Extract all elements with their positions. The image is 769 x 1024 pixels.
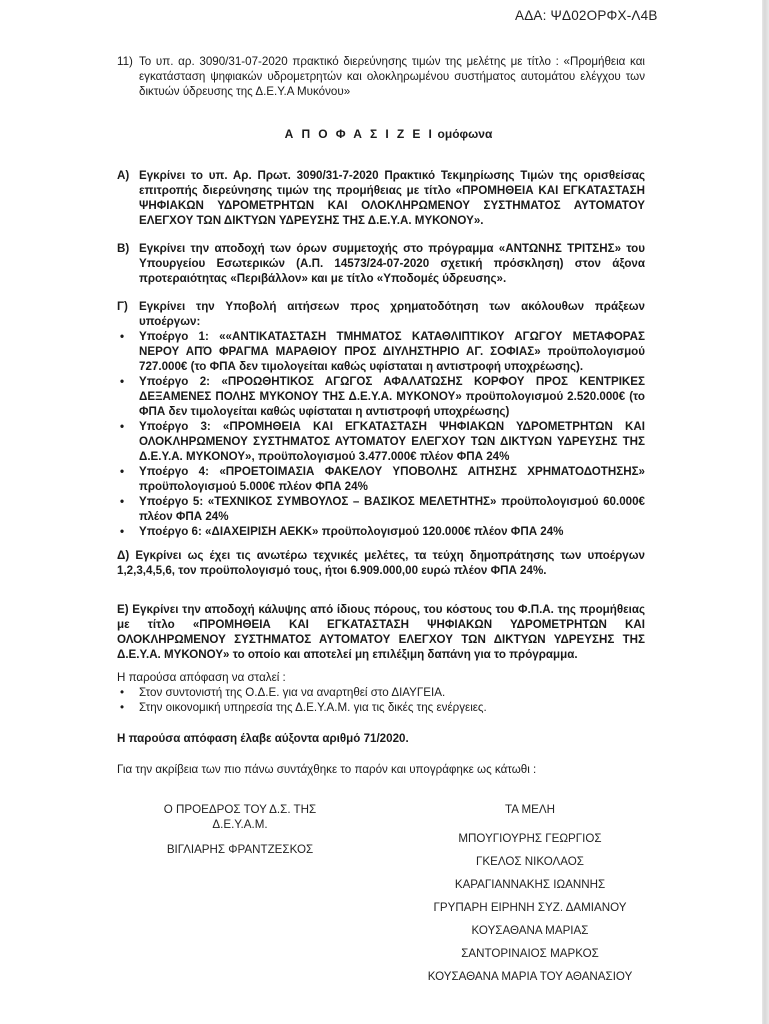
president-title-line1: Ο ΠΡΟΕΔΡΟΣ ΤΟΥ Δ.Σ. ΤΗΣ xyxy=(163,803,317,816)
distribution-item: • Στον συντονιστή της Ο.Δ.Ε. για να αναρτηθεί στο ΔΙΑΥΓΕΙΑ. xyxy=(139,685,645,700)
member-name: ΣΑΝΤΟΡΙΝΑΙΟΣ ΜΑΡΚΟΣ xyxy=(461,947,599,960)
item-11 xyxy=(117,54,645,99)
subproject-item: • Υποέργο 5: «ΤΕΧΝΙΚΟΣ ΣΥΜΒΟΥΛΟΣ – ΒΑΣΙΚΟΣ ΜΕΛΕΤΗΤΗΣ» προϋπολογισμού 60.000€ πλέον ΦΠΑ 24% xyxy=(139,494,645,524)
section-c-text: Εγκρίνει την Υποβολή αιτήσεων προς χρηματοδότηση των ακόλουθων πράξεων υποέργων: xyxy=(139,300,645,328)
ada-code: ΑΔΑ: ΨΔ02ΟΡΦΧ-Λ4Β xyxy=(515,8,658,23)
section-c-label: Γ) xyxy=(117,300,128,313)
decision-number: Η παρούσα απόφαση έλαβε αύξοντα αριθμό 71/2020. xyxy=(117,732,409,745)
section-a-text: Εγκρίνει το υπ. Αρ. Πρωτ. 3090/31-7-2020 Πρακτικό Τεκμηρίωσης Τιμών της ορισθείσας επιτροπής διερεύνησης τιμών της προμήθειας με τίτλο «ΠΡΟΜΗΘΕΙΑ ΚΑΙ ΕΓΚΑΤΑΣΤΑΣΗ ΨΗΦΙΑΚΩΝ ΥΔΡΟΜΕΤΡΗΤΩΝ ΚΑΙ ΟΛΟΚΛΗΡΩΜΕΝΟΥ ΣΥΣΤΗΜΑΤΟΣ ΑΥΤΟΜΑΤΟΥ ΕΛΕΓΧΟΥ ΤΩΝ ΔΙΚΤΥΩΝ ΥΔΡΕΥΣΗΣ ΤΗΣ Δ.Ε.Υ.Α. ΜΥΚΟΝΟΥ». xyxy=(139,169,645,227)
decision-heading-main: Α Π Ο Φ Α Σ Ι Ζ Ε Ι xyxy=(284,127,435,141)
subproject-item: • Υποέργο 1: ««ΑΝΤΙΚΑΤΑΣΤΑΣΗ ΤΜΗΜΑΤΟΣ ΚΑΤΑΘΛΙΠΤΙΚΟΥ ΑΓΩΓΟΥ ΜΕΤΑΦΟΡΑΣ ΝΕΡΟΥ ΑΠΌ ΦΡΑΓΜΑ ΜΑΡΑΘΙΟΥ ΠΡΟΣ ΔΙΥΛΗΣΤΗΡΙΟ ΑΓ. ΣΟΦΙΑΣ» προϋπολογισμού 727.000€ (το ΦΠΑ δεν τιμολογείται καθώς υφίσταται η αντιστροφή υποχρέωσης). xyxy=(139,329,645,374)
section-c xyxy=(117,299,645,329)
section-a-label: Α) xyxy=(117,169,130,182)
distribution-item: • Στην οικονομική υπηρεσία της Δ.Ε.Υ.Α.Μ. για τις δικές της ενέργειες. xyxy=(139,700,645,715)
subproject-item: • Υποέργο 6: «ΔΙΑΧΕΙΡΙΣΗ ΑΕΚΚ» προϋπολογισμού 120.000€ πλέον ΦΠΑ 24% xyxy=(139,524,645,539)
members-signature xyxy=(405,802,655,984)
member-name: ΓΡΥΠΑΡΗ ΕΙΡΗΝΗ ΣΥΖ. ΔΑΜΙΑΝΟΥ xyxy=(433,901,627,914)
section-d xyxy=(117,548,645,578)
closing-statement: Για την ακρίβεια των πιο πάνω συντάχθηκε το παρόν και υπογράφηκε ως κάτωθι : xyxy=(117,763,537,776)
member-name: ΜΠΟΥΓΙΟΥΡΗΣ ΓΕΩΡΓΙΟΣ xyxy=(458,832,602,845)
section-e-content: Εγκρίνει την αποδοχή κάλυψης από ίδιους πόρους, του κόστους του Φ.Π.Α. της προμήθειας με τίτλο «ΠΡΟΜΗΘΕΙΑ ΚΑΙ ΕΓΚΑΤΑΣΤΑΣΗ ΨΗΦΙΑΚΩΝ ΥΔΡΟΜΕΤΡΗΤΩΝ ΚΑΙ ΟΛΟΚΛΗΡΩΜΕΝΟΥ ΣΥΣΤΗΜΑΤΟΣ ΑΥΤΟΜΑΤΟΥ ΕΛΕΓΧΟΥ ΤΩΝ ΔΙΚΤΥΩΝ ΥΔΡΕΥΣΗΣ ΤΗΣ Δ.Ε.Υ.Α. ΜΥΚΟΝΟΥ» το οποίο και αποτελεί μη επιλέξιμη δαπάνη για το πρόγραμμα. xyxy=(117,603,645,661)
member-name: ΚΟΥΣΑΘΑΝΑ ΜΑΡΙΑ ΤΟΥ ΑΘΑΝΑΣΙΟΥ xyxy=(427,970,633,983)
subprojects xyxy=(117,329,645,539)
section-b-label: Β) xyxy=(117,242,130,255)
subproject-item: • Υποέργο 4: «ΠΡΟΕΤΟΙΜΑΣΙΑ ΦΑΚΕΛΟΥ ΥΠΟΒΟΛΗΣ ΑΙΤΗΣΗΣ ΧΡΗΜΑΤΟΔΟΤΗΣΗΣ» προϋπολογισμού 5.000€ πλέον ΦΠΑ 24% xyxy=(139,464,645,494)
section-e-label: Ε) xyxy=(117,603,129,616)
item-11-number: 11) xyxy=(117,55,133,68)
president-title-line2: Δ.Ε.Υ.Α.Μ. xyxy=(212,818,268,831)
section-e-text xyxy=(117,602,645,662)
page-edge xyxy=(762,0,769,1024)
decision-heading xyxy=(0,127,769,141)
section-c-body xyxy=(139,299,645,329)
subproject-list xyxy=(117,329,645,539)
subproject-item: • Υποέργο 3: «ΠΡΟΜΗΘΕΙΑ ΚΑΙ ΕΓΚΑΤΑΣΤΑΣΗ ΨΗΦΙΑΚΩΝ ΥΔΡΟΜΕΤΡΗΤΩΝ ΚΑΙ ΟΛΟΚΛΗΡΩΜΕΝΟΥ ΣΥΣΤΗΜΑΤΟΣ ΑΥΤΟΜΑΤΟΥ ΕΛΕΓΧΟΥ ΤΩΝ ΔΙΚΤΥΩΝ ΥΔΡΕΥΣΗΣ ΤΗΣ Δ.Ε.Υ.Α. ΜΥΚΟΝΟΥ», προϋπολογισμού 3.477.000€ πλέον ΦΠΑ 24% xyxy=(139,419,645,464)
president-name: ΒΙΓΛΙΑΡΗΣ ΦΡΑΝΤΖΕΣΚΟΣ xyxy=(166,843,314,856)
member-name: ΚΟΥΣΑΘΑΝΑ ΜΑΡΙΑΣ xyxy=(471,924,589,937)
section-e xyxy=(117,602,645,662)
section-b xyxy=(117,241,645,286)
item-11-text: Το υπ. αρ. 3090/31-07-2020 πρακτικό διερεύνησης τιμών της μελέτης με τίτλο : «Προμήθεια και εγκατάσταση ψηφιακών υδρομετρητών και ολοκληρωμένου συστήματος αυτομάτου ελέγχου των δικτυών ύδρευσης της Δ.Ε.Υ.Α Μυκόνου» xyxy=(139,55,645,98)
subproject-item: • Υποέργο 2: «ΠΡΟΩΘΗΤΙΚΟΣ ΑΓΩΓΟΣ ΑΦΑΛΑΤΩΣΗΣ ΚΟΡΦΟΥ ΠΡΟΣ ΚΕΝΤΡΙΚΕΣ ΔΕΞΑΜΕΝΕΣ ΠΟΛΗΣ ΜΥΚΟΝΟΥ ΤΗΣ Δ.Ε.Υ.Α. ΜΥΚΟΝΟΥ» προϋπολογισμού 2.520.000€ (το ΦΠΑ δεν τιμολογείται καθώς υφίσταται η αντιστροφή υποχρέωσης) xyxy=(139,374,645,419)
section-a xyxy=(117,168,645,228)
member-name: ΚΑΡΑΓΙΑΝΝΑΚΗΣ ΙΩΑΝΝΗΣ xyxy=(454,878,606,891)
president-signature xyxy=(150,802,330,857)
member-name: ΓΚΕΛΟΣ ΝΙΚΟΛΑΟΣ xyxy=(476,855,584,868)
section-d-text xyxy=(117,548,645,578)
distribution xyxy=(117,670,645,715)
members-title: ΤΑ ΜΕΛΗ xyxy=(504,803,556,816)
decision-heading-suffix: ομόφωνα xyxy=(437,127,493,141)
section-d-label: Δ) xyxy=(117,549,130,562)
section-d-content: Εγκρίνει ως έχει τις ανωτέρω τεχνικές μελέτες, τα τεύχη δημοπράτησης των υποέργων 1,2,3,4,5,6, τον προϋπολογισμό τους, ήτοι 6.909.000,00 ευρώ πλέον ΦΠΑ 24%. xyxy=(117,549,645,577)
distribution-list xyxy=(117,685,645,715)
distribution-intro: Η παρούσα απόφαση να σταλεί : xyxy=(117,671,286,684)
section-b-text: Εγκρίνει την αποδοχή των όρων συμμετοχής στο πρόγραμμα «ΑΝΤΩΝΗΣ ΤΡΙΤΣΗΣ» του Υπουργείου Εσωτερικών (Α.Π. 14573/24-07-2020 σχετική πρόσκληση) στον άξονα προτεραιότητας «Περιβάλλον» και με τίτλο «Υποδομές ύδρευσης». xyxy=(139,242,645,285)
